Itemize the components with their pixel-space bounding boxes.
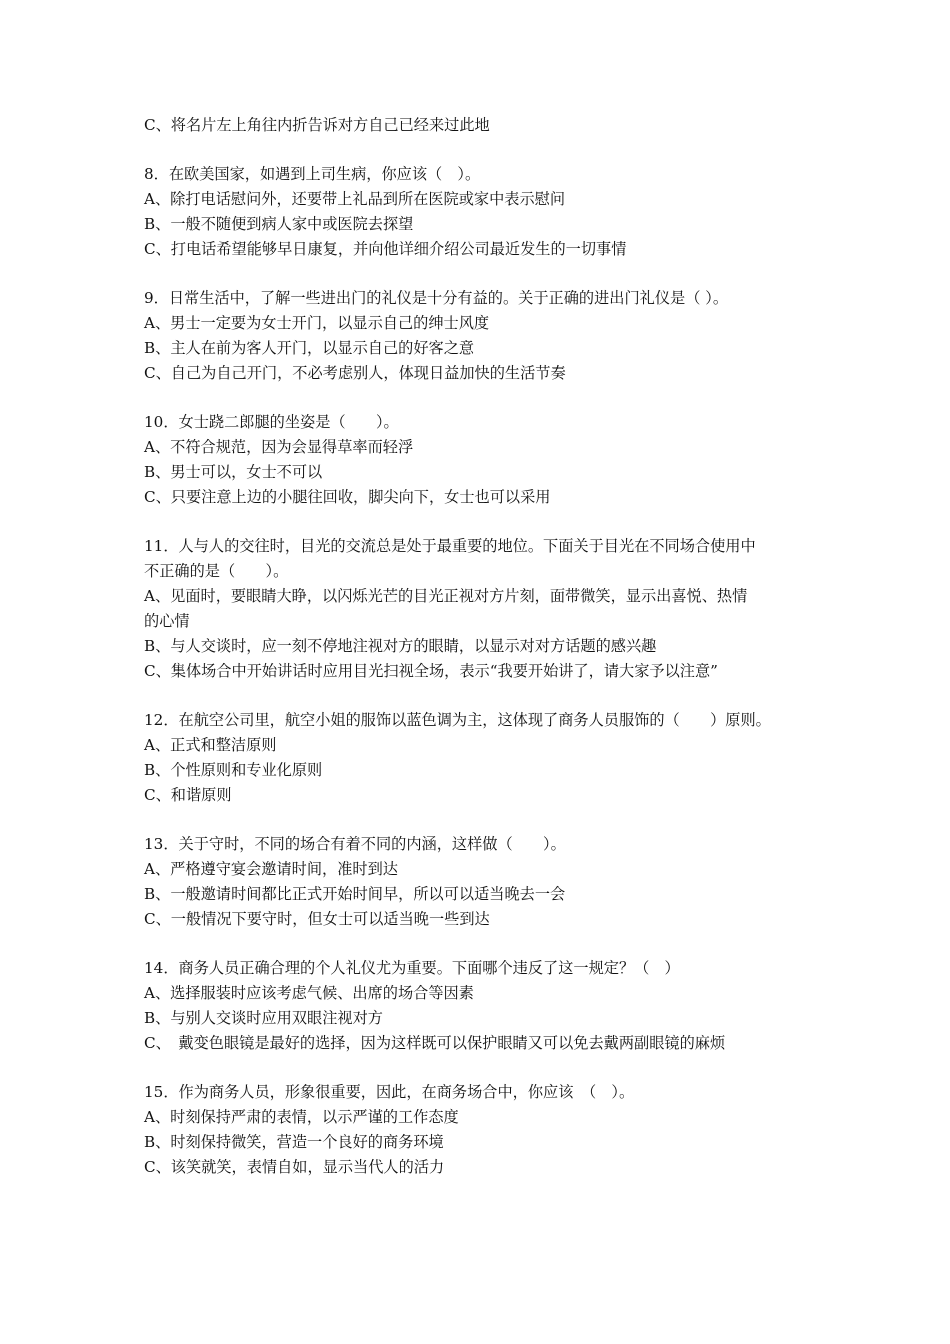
spacer <box>144 510 824 534</box>
option-a: A、男士一定要为女士开门，以显示自己的绅士风度 <box>144 314 490 332</box>
question-stem: 9．日常生活中，了解一些进出门的礼仪是十分有益的。关于正确的进出门礼仪是（ ）。 <box>144 289 729 307</box>
option-c: C、一般情况下要守时，但女士可以适当晚一些到达 <box>144 910 490 928</box>
option-a: A、时刻保持严肃的表情，以示严谨的工作态度 <box>144 1108 459 1126</box>
question-10 <box>144 410 824 510</box>
lead-option-c: C、将名片左上角往内折告诉对方自己已经来过此地 <box>144 116 490 134</box>
option-a: A、严格遵守宴会邀请时间，准时到达 <box>144 860 398 878</box>
option-b: B、主人在前为客人开门，以显示自己的好客之意 <box>144 339 475 357</box>
option-a: A、见面时，要眼睛大睁，以闪烁光芒的目光正视对方片刻，面带微笑，显示出喜悦、热情 <box>144 587 748 605</box>
option-c: C、和谐原则 <box>144 786 232 804</box>
spacer <box>144 386 824 410</box>
option-b: B、时刻保持微笑，营造一个良好的商务环境 <box>144 1133 444 1151</box>
question-stem: 15．作为商务人员，形象很重要，因此，在商务场合中，你应该 （ ）。 <box>144 1083 635 1101</box>
question-14 <box>144 956 824 1056</box>
spacer <box>144 684 824 708</box>
option-b: B、男士可以，女士不可以 <box>144 463 323 481</box>
spacer <box>144 932 824 956</box>
spacer <box>144 262 824 286</box>
question-stem: 8．在欧美国家，如遇到上司生病，你应该（ ）。 <box>144 165 481 183</box>
option-c: C、该笑就笑，表情自如，显示当代人的活力 <box>144 1158 445 1176</box>
spacer <box>144 138 824 162</box>
question-11 <box>144 534 824 684</box>
option-b: B、与别人交谈时应用双眼注视对方 <box>144 1009 383 1027</box>
option-a: A、不符合规范，因为会显得草率而轻浮 <box>144 438 414 456</box>
question-stem-continued: 不正确的是（ ）。 <box>144 562 289 580</box>
question-stem: 12．在航空公司里，航空小姐的服饰以蓝色调为主，这体现了商务人员服饰的（ ）原则。 <box>144 711 771 729</box>
option-b: B、个性原则和专业化原则 <box>144 761 323 779</box>
option-a: A、除打电话慰问外，还要带上礼品到所在医院或家中表示慰问 <box>144 190 566 208</box>
option-c: C、 戴变色眼镜是最好的选择，因为这样既可以保护眼睛又可以免去戴两副眼镜的麻烦 <box>144 1034 726 1052</box>
question-8 <box>144 162 824 262</box>
question-9 <box>144 286 824 386</box>
option-c: C、打电话希望能够早日康复，并向他详细介绍公司最近发生的一切事情 <box>144 240 627 258</box>
question-13 <box>144 832 824 932</box>
option-c: C、只要注意上边的小腿往回收，脚尖向下，女士也可以采用 <box>144 488 551 506</box>
option-c: C、自己为自己开门，不必考虑别人，体现日益加快的生活节奏 <box>144 364 566 382</box>
spacer <box>144 1056 824 1080</box>
question-stem: 10．女士跷二郎腿的坐姿是（ ）。 <box>144 413 399 431</box>
option-a-continued: 的心情 <box>144 612 190 630</box>
question-list <box>144 113 824 1180</box>
option-a: A、选择服装时应该考虑气候、出席的场合等因素 <box>144 984 474 1002</box>
question-stem: 13．关于守时，不同的场合有着不同的内涵，这样做（ ）。 <box>144 835 566 853</box>
spacer <box>144 808 824 832</box>
option-a: A、正式和整洁原则 <box>144 736 277 754</box>
question-15 <box>144 1080 824 1180</box>
question-stem: 14．商务人员正确合理的个人礼仪尤为重要。下面哪个违反了这一规定？（ ） <box>144 959 680 977</box>
option-b: B、一般不随便到病人家中或医院去探望 <box>144 215 414 233</box>
question-12 <box>144 708 824 808</box>
question-stem: 11．人与人的交往时，目光的交流总是处于最重要的地位。下面关于目光在不同场合使用中 <box>144 537 756 555</box>
option-b: B、与人交谈时，应一刻不停地注视对方的眼睛，以显示对对方话题的感兴趣 <box>144 637 657 655</box>
option-b: B、一般邀请时间都比正式开始时间早，所以可以适当晚去一会 <box>144 885 566 903</box>
option-c: C、集体场合中开始讲话时应用目光扫视全场，表示“我要开始讲了，请大家予以注意” <box>144 662 718 680</box>
